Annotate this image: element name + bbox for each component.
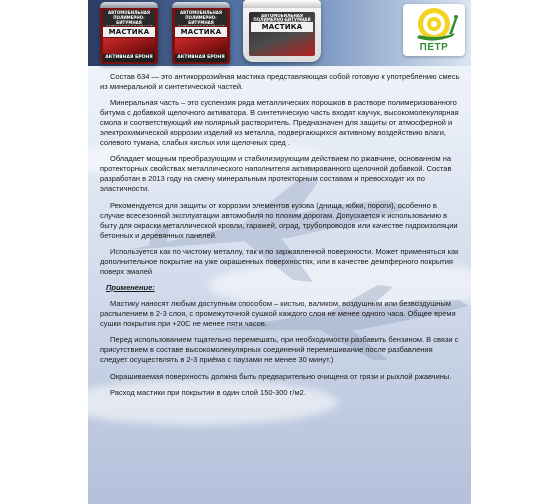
can-footer-label: АКТИВНАЯ БРОНЯ [103,54,155,62]
section-heading-application: Применение: [106,282,155,292]
can-product-title: МАСТИКА [175,27,227,37]
logo-wordmark: ПЕТР [419,42,449,53]
can-artwork [103,38,155,54]
paragraph-recommendation: Рекомендуется для защиты от коррозии элементов кузова (днища, юбки, пороги), особенно в случае всесезонной эксплуатации автомобиля по плохим дорогам. Допускается к использованию в быту для окраски металлической кровли, гаражей, оград, трубопроводов или качестве гидроизоляции бетонных и деревянных панелей. [100,200,458,240]
description-text [100,72,462,404]
can-footer-label: АКТИВНАЯ БРОНЯ [175,54,227,62]
paragraph-application: Мастику наносят любым доступным способом – кистью, валиком, воздушным или безвоздушным распылением в 2-3 слоя, с промежуточной сушкой каждого слоя не менее одного часа. Общее время сушки покрытия при +20С не менее пяти часов. [100,299,456,329]
bucket-product-title: МАСТИКА [251,22,313,32]
paragraph-preparation: Перед использованием тщательно перемешать, при необходимости разбавить бензином. В связи с присутствием в составе высокомолекулярных соединений перемешивание после разбавления следует осуществлять в 2-3 приёма с паузами не менее 30 минут.) [100,335,459,365]
bucket-top-label: АВТОМОБИЛЬНАЯ ПОЛИМЕРНО-БИТУМНАЯ [253,14,311,22]
mastic-can-1 [100,2,158,64]
paragraph-effect: Обладает мощным преобразующим и стабилизирующим действием по ржавчине, основанном на протекторных свойствах металлического наполнителя активированного щелочной добавкой. Состав разработан в 2013 году на смену минеральным протекторным составам и превосходит их по эластичности. [100,154,452,194]
mastic-can-2 [172,2,230,64]
paragraph-surface: Окрашиваемая поверхность должна быть предварительно очищена от грязи и рыхлой ржавчины. [110,371,452,381]
bucket-rim [243,0,321,8]
snail-logo-icon [403,4,465,44]
paragraph-composition: Минеральная часть – это суспензия ряда металлических порошков в растворе полимеризованного битума с добавкой щелочного активатора. В синтетическую часть входят каучук, высокомолекулярная смола и соответствующий им полярный растворитель. Предназначен для защиты от атмосферной и электрохимической коррозии изделий из металла, подвергающихся активному воздействию влаги, солевого тумана, слабых кислых или щелочных сред . [100,98,459,148]
can-artwork [175,38,227,54]
can-top-label: АВТОМОБИЛЬНАЯ ПОЛИМЕРНО-БИТУМНАЯ [103,10,155,26]
can-lid [172,2,230,8]
paragraph-intro: Состав 634 — это антикоррозийная мастика представляющая собой готовую к употреблению смесь из минеральной и синтетической частей. [100,72,460,91]
can-product-title: МАСТИКА [103,27,155,37]
can-top-label: АВТОМОБИЛЬНАЯ ПОЛИМЕРНО-БИТУМНАЯ [175,10,227,26]
paragraph-usage: Используется как по чистому металлу, так и по заржавленной поверхности. Может применяться как дополнительное покрытие на уже окрашенных поверхностях, или в качестве демпферного покрытия поверх эмалей [100,246,459,276]
paragraph-consumption: Расход мастики при покрытии в один слой 150-300 г/м2. [110,387,306,397]
can-lid [100,2,158,8]
bucket-label [249,12,315,56]
mastic-bucket [243,0,321,62]
brand-logo [403,4,465,56]
